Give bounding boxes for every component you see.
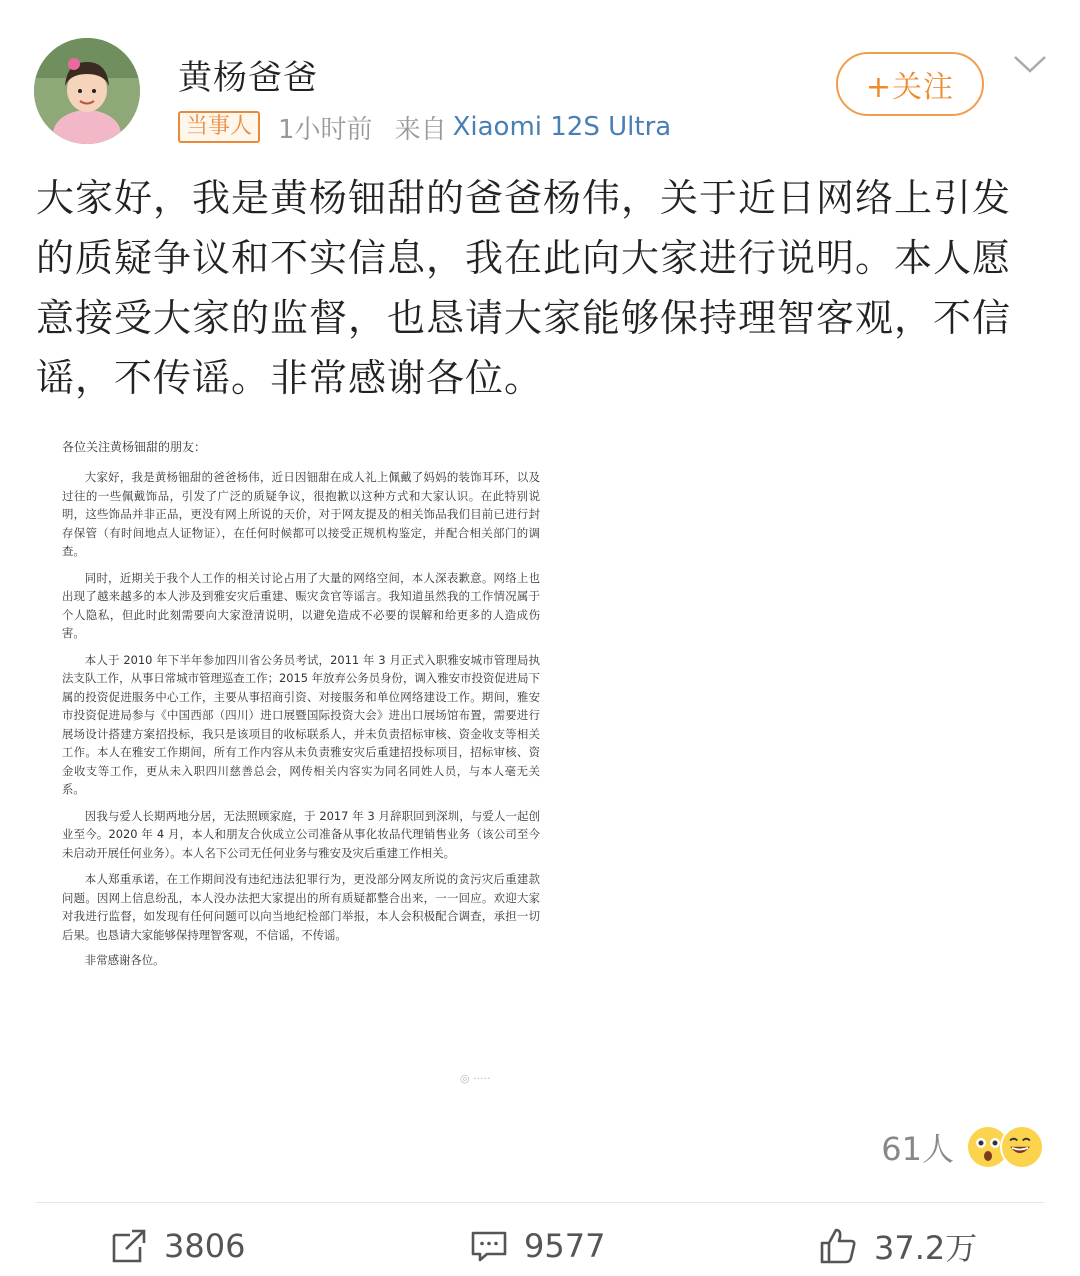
reaction-count: 61人 bbox=[881, 1130, 954, 1168]
attached-statement-image[interactable] bbox=[40, 420, 560, 1100]
statement-paragraph: 大家好，我是黄杨钿甜的爸爸杨伟，近日因钿甜在成人礼上佩戴了妈妈的装饰耳环，以及过往的一些佩戴饰品，引发了广泛的质疑争议，很抱歉以这种方式和大家认识。在此特别说明，这些饰品并非正品，更没有网上所说的天价，对于网友提及的相关饰品我们目前已进行封存保管（有时间地点人证物证），在任何时候都可以接受正规机构鉴定，并配合相关部门的调查。 bbox=[62, 470, 540, 558]
post-header bbox=[0, 0, 1080, 160]
repost-icon bbox=[110, 1227, 148, 1265]
statement-paragraph: 本人郑重承诺，在工作期间没有违纪违法犯罪行为，更没部分网友所说的贪污灾后重建款问题。因网上信息纷乱，本人没办法把大家提出的所有质疑都整合出来，一一回应。欢迎大家对我进行监督，如发现有任何问题可以向当地纪检部门举报，本人会积极配合调查，承担一切后果。也恳请大家能够保持理智客观，不信谣，不传谣。 bbox=[62, 872, 540, 942]
statement-paragraph: 因我与爱人长期两地分居，无法照顾家庭，于 2017 年 3 月辞职回到深圳，与爱人一起创业至今。2020 年 4 月，本人和朋友合伙成立公司准备从事化妆品代理销售业务（该公司至今未启动开展任何业务）。本人名下公司无任何业务与雅安及灾后重建工作相关。 bbox=[62, 808, 540, 860]
avatar-image bbox=[34, 38, 140, 144]
comment-icon bbox=[470, 1227, 508, 1265]
avatar[interactable] bbox=[34, 38, 140, 144]
reactions-summary[interactable] bbox=[881, 1122, 1044, 1172]
comment-count: 9577 bbox=[524, 1227, 606, 1265]
weibo-watermark-icon: ◎ ····· bbox=[460, 1072, 491, 1085]
role-badge: 当事人 bbox=[178, 111, 260, 143]
divider bbox=[36, 1202, 1044, 1203]
statement-closing: 非常感谢各位。 bbox=[84, 953, 165, 967]
action-bar bbox=[0, 1216, 1080, 1276]
repost-button[interactable] bbox=[110, 1222, 245, 1270]
source-prefix: 来自 bbox=[394, 114, 447, 145]
statement-paragraph: 同时，近期关于我个人工作的相关讨论占用了大量的网络空间，本人深表歉意。网络上也出现了越来越多的本人涉及到雅安灾后重建、赈灾贪官等谣言。我知道虽然我的工作情况属于个人隐私，但此时此刻需要向大家澄清说明，以避免造成不必要的误解和给更多的人造成伤害。 bbox=[62, 570, 540, 640]
post-meta bbox=[178, 110, 671, 144]
username[interactable]: 黄杨爸爸 bbox=[178, 58, 318, 98]
thumbs-up-icon bbox=[818, 1226, 858, 1266]
laughing-emoji-icon bbox=[1000, 1125, 1044, 1169]
chevron-down-icon[interactable] bbox=[1012, 52, 1048, 76]
repost-count: 3806 bbox=[164, 1227, 246, 1265]
statement-greeting: 各位关注黄杨钿甜的朋友： bbox=[62, 440, 207, 454]
source-device[interactable]: Xiaomi 12S Ultra bbox=[452, 112, 672, 142]
comment-button[interactable] bbox=[470, 1222, 605, 1270]
follow-button[interactable]: +关注 bbox=[836, 52, 984, 116]
like-count: 37.2万 bbox=[874, 1229, 978, 1267]
post-time: 1小时前 bbox=[278, 114, 373, 145]
statement-body bbox=[62, 468, 540, 968]
post-text: 大家好，我是黄杨钿甜的爸爸杨伟，关于近日网络上引发的质疑争议和不实信息，我在此向大家进行说明。本人愿意接受大家的监督，也恳请大家能够保持理智客观，不信谣，不传谣。非常感谢各位。 bbox=[36, 176, 1012, 400]
statement-paragraph: 本人于 2010 年下半年参加四川省公务员考试，2011 年 3 月正式入职雅安城市管理局执法支队工作，从事日常城市管理巡查工作；2015 年放弃公务员身份，调入雅安市投资促进局下属的投资促进服务中心工作，主要从事招商引资、对接服务和单位网络建设工作。期间，雅安市投资促进局参与《中国西部（四川）进口展暨国际投资大会》进出口展场馆布置，需要进行展场设计搭建方案招投标，我只是该项目的收标联系人，并未负责招标审核、资金收支等相关工作。本人在雅安工作期间，所有工作内容从未负责雅安灾后重建招投标项目，招标审核、资金收支等工作，更从未入职四川慈善总会，网传相关内容实为同名同姓人员，与本人毫无关系。 bbox=[62, 652, 540, 796]
like-button[interactable] bbox=[818, 1222, 977, 1270]
